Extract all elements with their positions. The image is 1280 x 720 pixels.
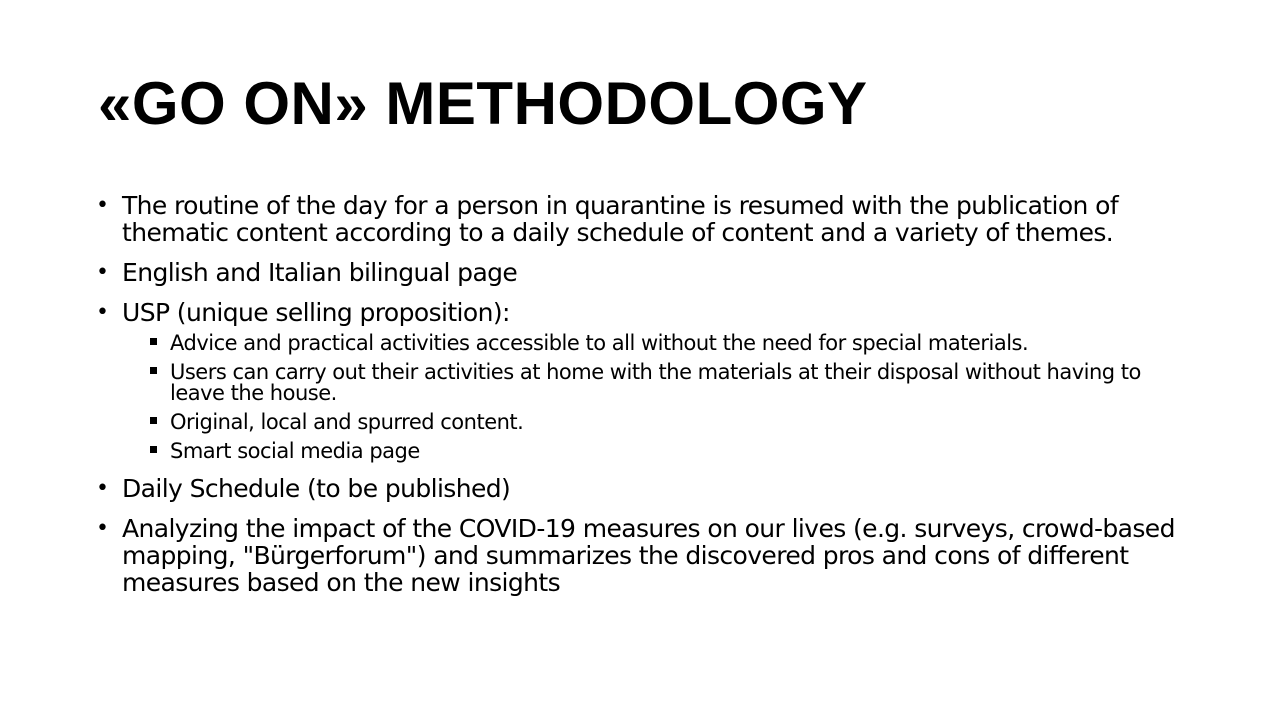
bullet-icon: •: [96, 193, 109, 218]
bullet-icon: •: [96, 476, 109, 501]
square-bullet-icon: [150, 338, 157, 345]
bullet-item: [96, 515, 1186, 596]
square-bullet-icon: [150, 446, 157, 453]
bullet-item: [96, 299, 1186, 462]
bullet-text: USP (unique selling proposition):: [122, 298, 510, 327]
square-bullet-icon: [150, 367, 157, 374]
sub-bullet-item: [144, 412, 1186, 433]
bullet-item: [96, 475, 1186, 502]
sub-bullet-item: [144, 441, 1186, 462]
bullet-icon: •: [96, 260, 109, 285]
sub-bullet-item: [144, 333, 1186, 354]
sub-bullet-list: [122, 333, 1186, 462]
bullet-text: Analyzing the impact of the COVID-19 measures on our lives (e.g. surveys, crowd-based mapping, "Bürgerforum") and summarizes the discovered pros and cons of different measures based on the new insights: [122, 514, 1175, 597]
bullet-text: The routine of the day for a person in quarantine is resumed with the publication of thematic content according to a daily schedule of content and a variety of themes.: [122, 191, 1119, 247]
bullet-text: English and Italian bilingual page: [122, 258, 518, 287]
bullet-list: [96, 192, 1186, 609]
sub-bullet-text: Users can carry out their activities at home with the materials at their disposal without having to leave the house.: [170, 360, 1141, 405]
bullet-text: Daily Schedule (to be published): [122, 474, 511, 503]
bullet-icon: •: [96, 516, 109, 541]
square-bullet-icon: [150, 417, 157, 424]
bullet-icon: •: [96, 300, 109, 325]
slide-title: «GO ON» METHODOLOGY: [98, 70, 868, 137]
bullet-item: [96, 259, 1186, 286]
sub-bullet-text: Original, local and spurred content.: [170, 410, 524, 434]
sub-bullet-text: Smart social media page: [170, 439, 420, 463]
sub-bullet-item: [144, 362, 1186, 404]
bullet-item: [96, 192, 1186, 246]
sub-bullet-text: Advice and practical activities accessible to all without the need for special materials.: [170, 331, 1029, 355]
